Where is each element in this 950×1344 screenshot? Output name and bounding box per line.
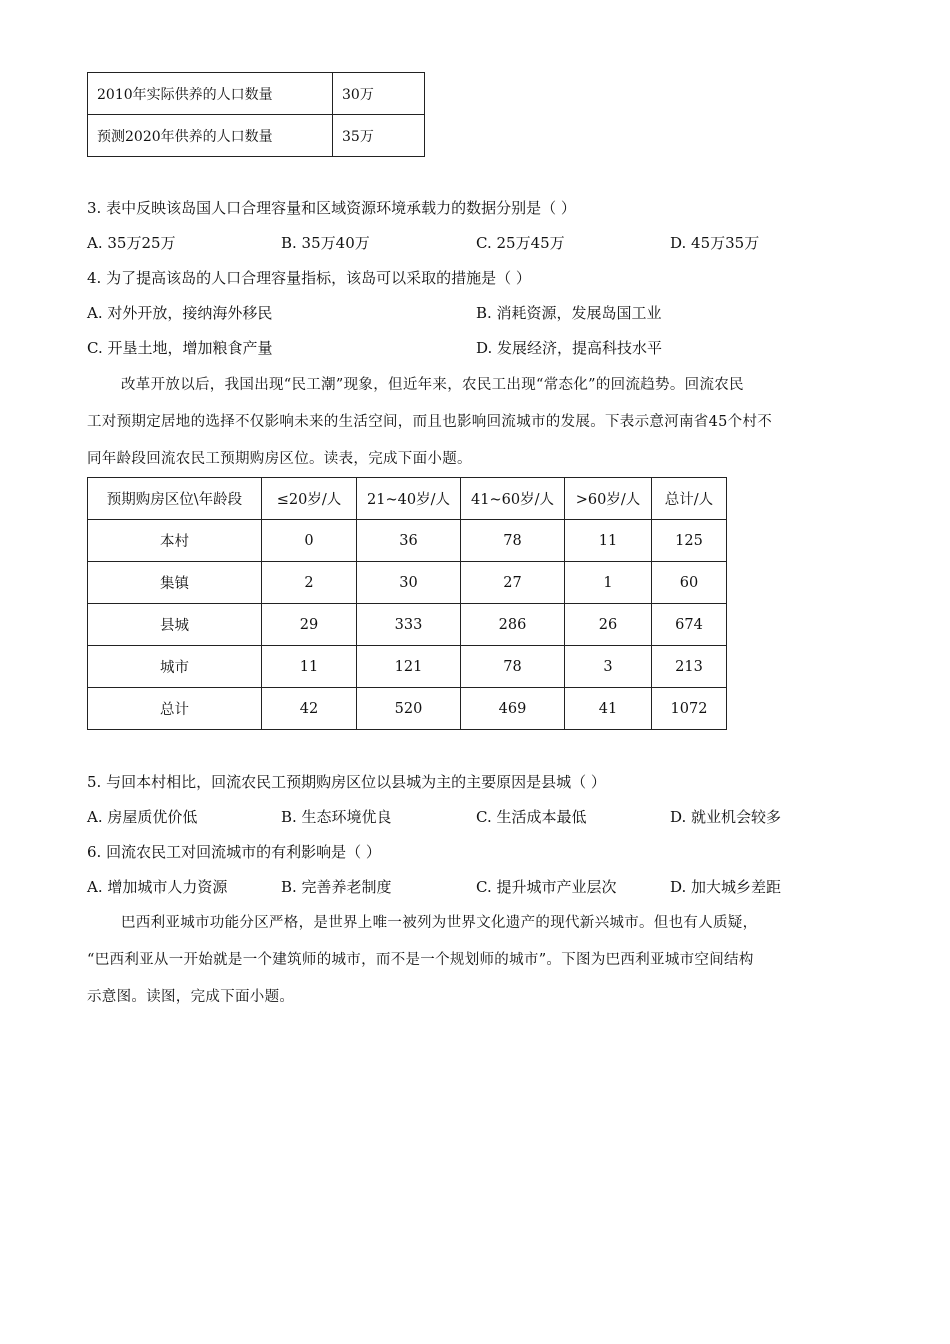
q3-option-b[interactable]: B. 35万40万 — [281, 234, 370, 252]
table-cell: 3 — [565, 646, 652, 688]
q3-option-c[interactable]: C. 25万45万 — [476, 234, 565, 252]
passage-line: 示意图。读图，完成下面小题。 — [87, 989, 295, 1005]
passage-line: 同年龄段回流农民工预期购房区位。读表，完成下面小题。 — [87, 451, 472, 467]
table-cell: 469 — [461, 688, 565, 730]
table-row — [88, 604, 727, 646]
table-cell: 125 — [652, 520, 727, 562]
column-header: 预期购房区位\年龄段 — [88, 478, 262, 520]
table-cell: 总计 — [88, 688, 262, 730]
column-header: 41~60岁/人 — [461, 478, 565, 520]
table-cell: 60 — [652, 562, 727, 604]
passage-line: 工对预期定居地的选择不仅影响未来的生活空间，而且也影响回流城市的发展。下表示意河南省45个村不 — [87, 414, 773, 430]
q6-option-d[interactable]: D. 加大城乡差距 — [670, 878, 782, 896]
q5-option-b[interactable]: B. 生态环境优良 — [281, 808, 392, 826]
column-header: 总计/人 — [652, 478, 727, 520]
table-cell: 333 — [357, 604, 461, 646]
table-row — [88, 646, 727, 688]
table-cell: 30 — [357, 562, 461, 604]
q4-option-a[interactable]: A. 对外开放，接纳海外移民 — [87, 304, 273, 322]
table-cell: 674 — [652, 604, 727, 646]
table-cell: 520 — [357, 688, 461, 730]
table-cell: 11 — [565, 520, 652, 562]
population-table — [87, 72, 425, 157]
table-cell: 2010年实际供养的人口数量 — [88, 73, 333, 115]
q5-option-c[interactable]: C. 生活成本最低 — [476, 808, 587, 826]
table-cell: 1072 — [652, 688, 727, 730]
housing-location-table — [87, 477, 727, 730]
question-5-stem: 5. 与回本村相比，回流农民工预期购房区位以县城为主的主要原因是县城（ ） — [87, 773, 606, 791]
table-cell: 42 — [262, 688, 357, 730]
table-cell: 78 — [461, 646, 565, 688]
table-cell: 78 — [461, 520, 565, 562]
question-4-stem: 4. 为了提高该岛的人口合理容量指标，该岛可以采取的措施是（ ） — [87, 269, 531, 287]
q6-option-c[interactable]: C. 提升城市产业层次 — [476, 878, 617, 896]
q6-option-b[interactable]: B. 完善养老制度 — [281, 878, 392, 896]
question-6-stem: 6. 回流农民工对回流城市的有利影响是（ ） — [87, 843, 381, 861]
table-cell: 30万 — [333, 73, 425, 115]
table-cell: 2 — [262, 562, 357, 604]
table-cell: 26 — [565, 604, 652, 646]
q3-option-a[interactable]: A. 35万25万 — [87, 234, 176, 252]
table-cell: 城市 — [88, 646, 262, 688]
table-cell: 1 — [565, 562, 652, 604]
q5-option-d[interactable]: D. 就业机会较多 — [670, 808, 782, 826]
table-row — [88, 115, 425, 157]
table-cell: 本村 — [88, 520, 262, 562]
table-cell: 预测2020年供养的人口数量 — [88, 115, 333, 157]
q6-option-a[interactable]: A. 增加城市人力资源 — [87, 878, 228, 896]
column-header: ≤20岁/人 — [262, 478, 357, 520]
table-cell: 35万 — [333, 115, 425, 157]
q4-option-d[interactable]: D. 发展经济，提高科技水平 — [476, 339, 663, 357]
table-cell: 213 — [652, 646, 727, 688]
table-cell: 41 — [565, 688, 652, 730]
table-cell: 29 — [262, 604, 357, 646]
table-cell: 27 — [461, 562, 565, 604]
table-row — [88, 562, 727, 604]
table-row — [88, 73, 425, 115]
q5-option-a[interactable]: A. 房屋质优价低 — [87, 808, 198, 826]
table-cell: 11 — [262, 646, 357, 688]
column-header: >60岁/人 — [565, 478, 652, 520]
column-header: 21~40岁/人 — [357, 478, 461, 520]
passage-line: “巴西利亚从一开始就是一个建筑师的城市，而不是一个规划师的城市”。下图为巴西利亚城市空间结构 — [87, 952, 754, 968]
passage-line: 改革开放以后，我国出现“民工潮”现象，但近年来，农民工出现“常态化”的回流趋势。回流农民 — [121, 377, 744, 393]
table-cell: 0 — [262, 520, 357, 562]
table-cell: 36 — [357, 520, 461, 562]
table-row — [88, 688, 727, 730]
table-header-row — [88, 478, 727, 520]
table-cell: 121 — [357, 646, 461, 688]
table-cell: 县城 — [88, 604, 262, 646]
q4-option-b[interactable]: B. 消耗资源，发展岛国工业 — [476, 304, 662, 322]
table-cell: 286 — [461, 604, 565, 646]
q4-option-c[interactable]: C. 开垦土地，增加粮食产量 — [87, 339, 273, 357]
question-3-stem: 3. 表中反映该岛国人口合理容量和区域资源环境承载力的数据分别是（ ） — [87, 199, 576, 217]
table-row — [88, 520, 727, 562]
table-cell: 集镇 — [88, 562, 262, 604]
passage-line: 巴西利亚城市功能分区严格，是世界上唯一被列为世界文化遗产的现代新兴城市。但也有人质疑， — [121, 915, 758, 931]
q3-option-d[interactable]: D. 45万35万 — [670, 234, 760, 252]
